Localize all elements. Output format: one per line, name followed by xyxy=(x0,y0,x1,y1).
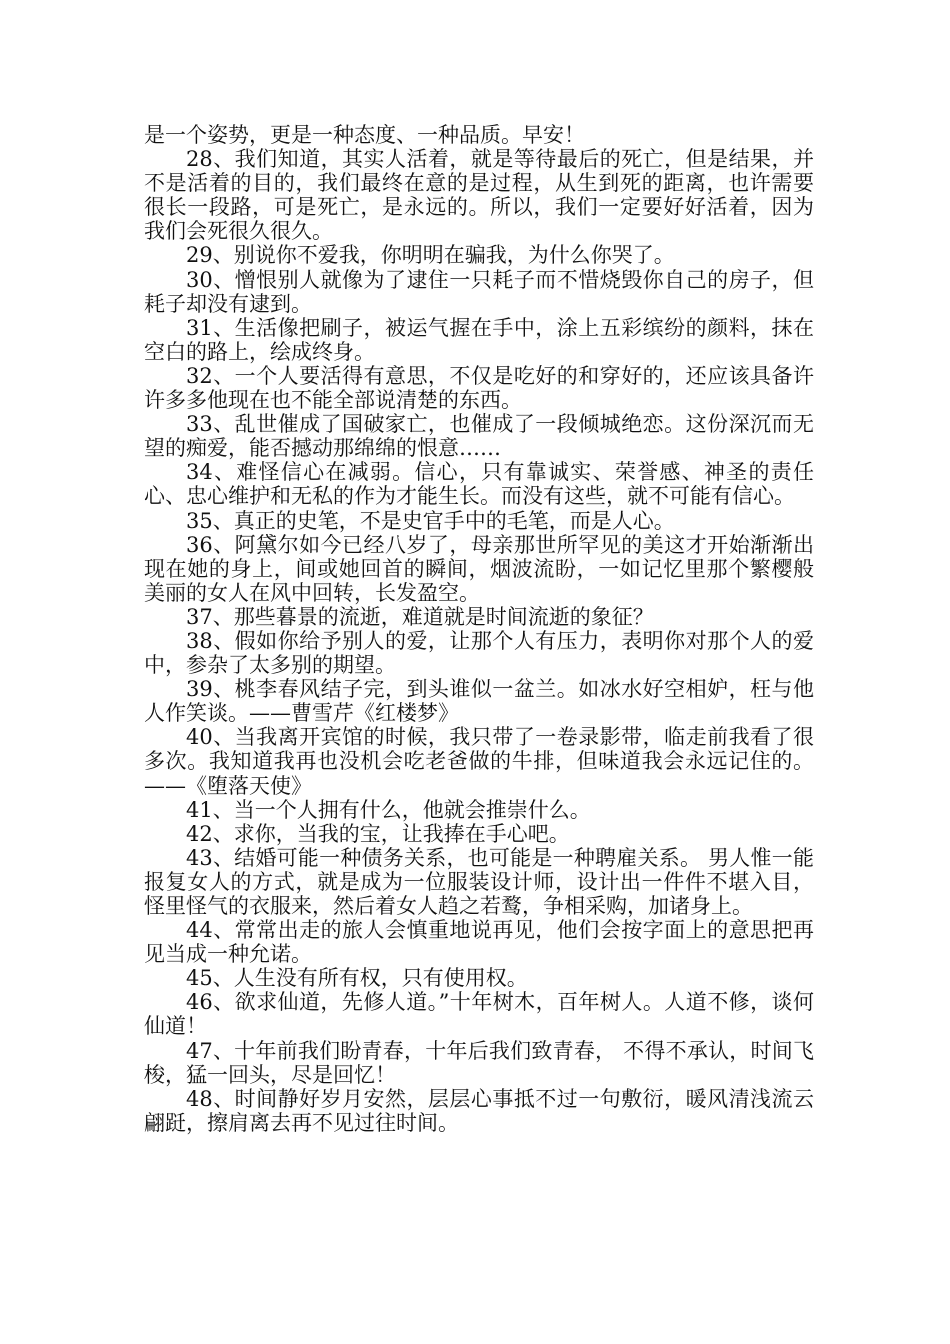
paragraph: 28、我们知道，其实人活着，就是等待最后的死亡，但是结果，并不是活着的目的，我们最终在意的是过程，从生到死的距离，也许需要很长一段路，可是死亡，是永远的。所以，我们一定要好好活着，因为我们会死很久很久。 xyxy=(144,147,814,244)
paragraph: 45、人生没有所有权，只有使用权。 xyxy=(186,966,528,991)
paragraph: 30、憎恨别人就像为了逮住一只耗子而不惜烧毁你自己的房子，但耗子却没有逮到。 xyxy=(144,267,814,316)
paragraph: 48、时间静好岁月安然，层层心事抵不过一句敷衍，暖风清浅流云翩跹，擦肩离去再不见过往时间。 xyxy=(144,1086,814,1135)
paragraph: 39、桃李春风结子完，到头谁似一盆兰。如冰水好空相妒，枉与他人作笑谈。——曹雪芹《红楼梦》 xyxy=(144,677,814,726)
paragraph: 41、当一个人拥有什么，他就会推崇什么。 xyxy=(186,797,591,822)
paragraph: 46、欲求仙道，先修人道。”十年树木，百年树人。人道不修，谈何仙道！ xyxy=(144,990,814,1039)
paragraph: 33、乱世催成了国破家亡，也催成了一段倾城绝恋。这份深沉而无望的痴爱，能否撼动那绵绵的恨意…… xyxy=(144,412,814,461)
paragraph: 是一个姿势，更是一种态度、一种品质。早安！ xyxy=(144,123,585,147)
paragraph: 42、求你，当我的宝，让我捧在手心吧。 xyxy=(186,821,570,846)
paragraph: 40、当我离开宾馆的时候，我只带了一卷录影带，临走前我看了很多次。我知道我再也没机会吃老爸做的牛排，但味道我会永远记住的。——《堕落天使》 xyxy=(144,725,814,798)
paragraph: 32、一个人要活得有意思，不仅是吃好的和穿好的，还应该具备许许多多他现在也不能全部说清楚的东西。 xyxy=(144,363,814,413)
paragraph: 43、结婚可能一种债务关系，也可能是一种聘雇关系。 男人惟一能报复女人的方式，就是成为一位服装设计师，设计出一件件不堪入目，怪里怪气的衣服来，然后着女人趋之若鹜，争相采购，加诸身上。 xyxy=(144,845,814,918)
document-body xyxy=(144,123,814,1135)
paragraph: 36、阿黛尔如今已经八岁了，母亲那世所罕见的美这才开始渐渐出现在她的身上，间或她回首的瞬间，烟波流盼，一如记忆里那个繁樱般美丽的女人在风中回转，长发盈空。 xyxy=(144,532,814,605)
paragraph: 29、别说你不爱我，你明明在骗我，为什么你哭了。 xyxy=(186,243,675,268)
paragraph: 34、难怪信心在减弱。信心，只有靠诚实、荣誉感、神圣的责任心、忠心维护和无私的作为才能生长。而没有这些，就不可能有信心。 xyxy=(144,460,814,509)
paragraph: 38、假如你给予别人的爱，让那个人有压力，表明你对那个人的爱中，参杂了太多别的期望。 xyxy=(144,628,814,678)
paragraph: 31、生活像把刷子，被运气握在手中，涂上五彩缤纷的颜料，抹在空白的路上，绘成终身。 xyxy=(144,315,814,364)
paragraph: 35、真正的史笔，不是史官手中的毛笔，而是人心。 xyxy=(186,508,675,533)
paragraph: 37、那些暮景的流逝，难道就是时间流逝的象征？ xyxy=(186,604,654,629)
paragraph: 47、十年前我们盼青春，十年后我们致青春， 不得不承认，时间飞梭，猛一回头，尽是回忆！ xyxy=(144,1038,814,1087)
paragraph: 44、常常出走的旅人会慎重地说再见，他们会按字面上的意思把再见当成一种允诺。 xyxy=(144,918,814,967)
